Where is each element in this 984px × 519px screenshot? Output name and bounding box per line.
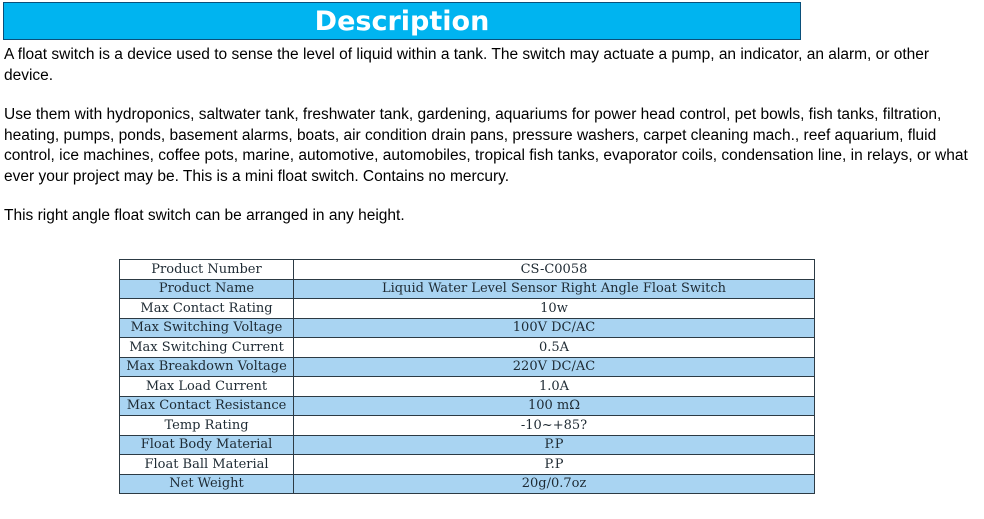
spec-row-max-switching-current [120, 338, 815, 358]
spec-label: Product Name [120, 279, 294, 299]
spec-value: Liquid Water Level Sensor Right Angle Float Switch [294, 279, 815, 299]
spec-row-max-contact-rating [120, 299, 815, 319]
spec-value: -10~+85? [294, 416, 815, 436]
spec-value: 20g/0.7oz [294, 474, 815, 494]
spec-label: Max Contact Resistance [120, 396, 294, 416]
spec-label: Float Ball Material [120, 455, 294, 475]
spec-label: Temp Rating [120, 416, 294, 436]
spec-row-max-load-current [120, 377, 815, 397]
spec-row-product-number [120, 260, 815, 280]
spec-row-max-breakdown-voltage [120, 357, 815, 377]
spec-value: P.P [294, 435, 815, 455]
description-banner [3, 2, 801, 40]
spec-label: Product Number [120, 260, 294, 280]
spec-row-temp-rating [120, 416, 815, 436]
spec-value: 100 mΩ [294, 396, 815, 416]
spec-label: Net Weight [120, 474, 294, 494]
spec-row-max-switching-voltage [120, 318, 815, 338]
arrangement-paragraph: This right angle float switch can be arranged in any height. [4, 207, 405, 224]
spec-row-max-contact-resistance [120, 396, 815, 416]
spec-value: 10w [294, 299, 815, 319]
spec-label: Max Switching Current [120, 338, 294, 358]
spec-label: Max Breakdown Voltage [120, 357, 294, 377]
spec-label: Max Contact Rating [120, 299, 294, 319]
spec-value: CS-C0058 [294, 260, 815, 280]
banner-title: Description [314, 5, 490, 37]
spec-label: Max Load Current [120, 377, 294, 397]
uses-paragraph: Use them with hydroponics, saltwater tank, freshwater tank, gardening, aquariums for power head control, pet bowls, fish tanks, filtration, heating, pumps, ponds, basement alarms, boats, air condition drain pans, pressure washers, carpet cleaning mach., reef aquarium, fluid control, ice machines, coffee pots, marine, automotive, automobiles, tropical fish tanks, evaporator coils, condensation line, in relays, or what ever your project may be. This is a mini float switch. Contains no mercury. [4, 106, 968, 185]
spec-value: 0.5A [294, 338, 815, 358]
spec-table [119, 259, 815, 494]
spec-value: P.P [294, 455, 815, 475]
spec-value: 220V DC/AC [294, 357, 815, 377]
spec-row-float-body-material [120, 435, 815, 455]
spec-row-net-weight [120, 474, 815, 494]
spec-value: 100V DC/AC [294, 318, 815, 338]
spec-label: Float Body Material [120, 435, 294, 455]
spec-label: Max Switching Voltage [120, 318, 294, 338]
spec-row-float-ball-material [120, 455, 815, 475]
intro-paragraph: A float switch is a device used to sense the level of liquid within a tank. The switch may actuate a pump, an indicator, an alarm, or other device. [4, 46, 930, 84]
spec-value: 1.0A [294, 377, 815, 397]
spec-row-product-name [120, 279, 815, 299]
